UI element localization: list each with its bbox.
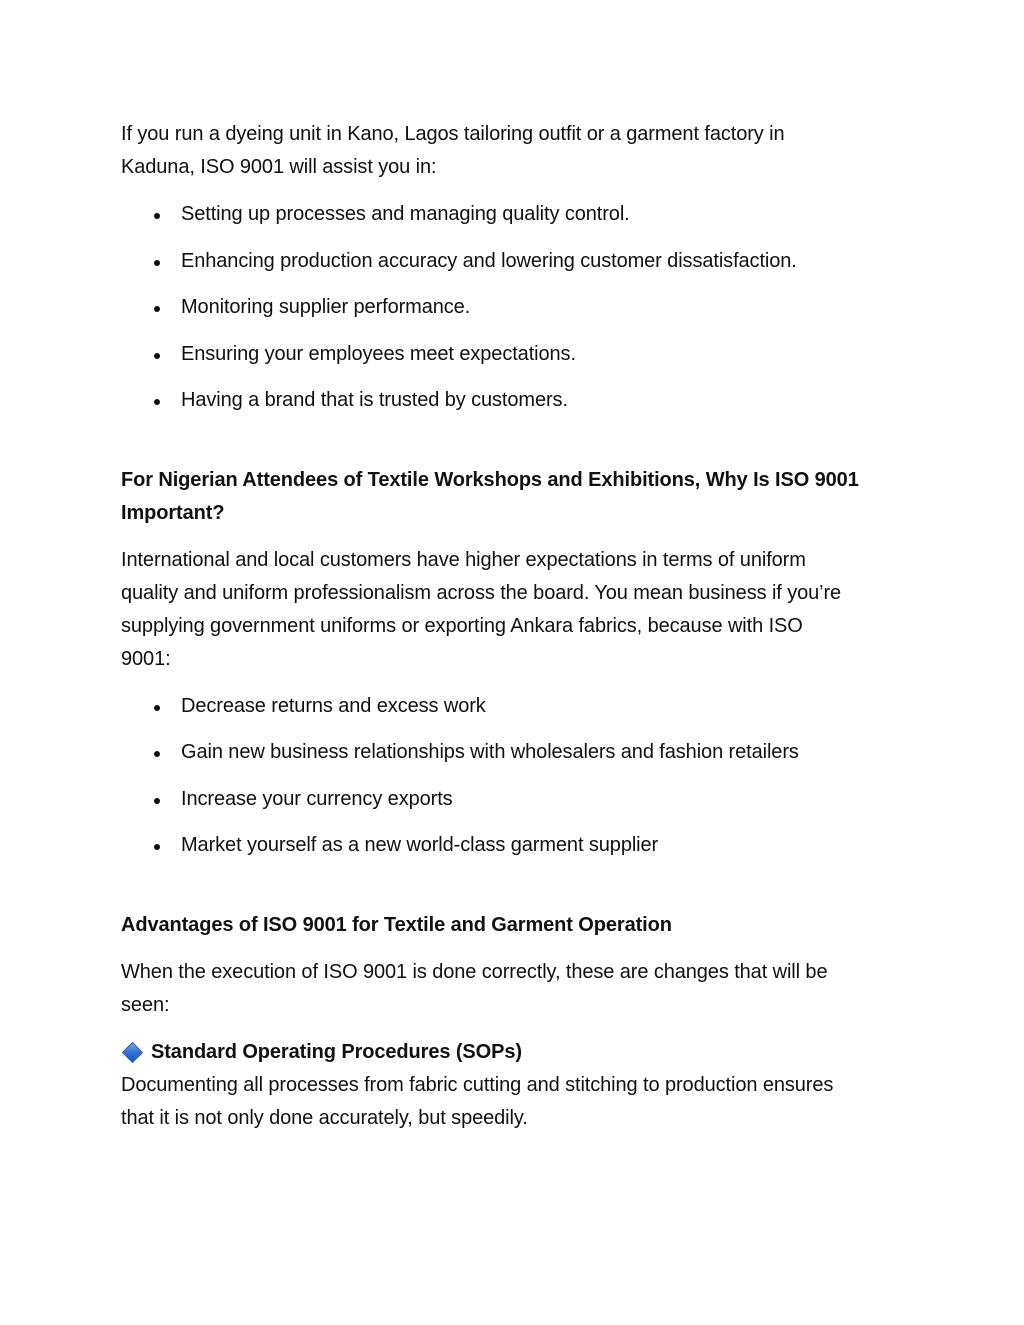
intro-line: If you run a dyeing unit in Kano, Lagos tailoring outfit or a garment factory in — [121, 123, 785, 145]
paragraph-line: seen: — [121, 993, 170, 1016]
list-item — [121, 291, 911, 324]
bullet-icon — [154, 353, 160, 359]
list-item-text: Increase your currency exports — [181, 787, 453, 810]
list-item-text: Gain new business relationships with wholesalers and fashion retailers — [181, 741, 799, 763]
list-item — [121, 736, 911, 769]
assist-list — [121, 198, 911, 417]
list-item-text: Ensuring your employees meet expectations. — [181, 342, 576, 365]
bullet-icon — [154, 306, 160, 312]
sop-heading — [121, 1036, 911, 1069]
bullet-icon — [154, 705, 160, 711]
bullet-icon — [154, 798, 160, 804]
list-item — [121, 690, 911, 723]
sop-paragraph — [121, 1069, 911, 1135]
section-heading-importance — [121, 464, 911, 530]
intro-line: Kaduna, ISO 9001 will assist you in: — [121, 156, 437, 178]
paragraph-line: International and local customers have higher expectations in terms of uniform — [121, 548, 806, 571]
bullet-icon — [154, 399, 160, 405]
heading-line: For Nigerian Attendees of Textile Workshops and Exhibitions, Why Is ISO 9001 — [121, 468, 859, 491]
paragraph-line: quality and uniform professionalism across the board. You mean business if you’re — [121, 581, 842, 604]
list-item-text: Market yourself as a new world-class garment supplier — [181, 834, 659, 856]
list-item — [121, 338, 911, 371]
paragraph-line: 9001: — [121, 647, 171, 670]
paragraph-line: that it is not only done accurately, but speedily. — [121, 1106, 528, 1129]
blue-diamond-icon — [122, 1041, 143, 1062]
list-item-text: Enhancing production accuracy and lowering customer dissatisfaction. — [181, 249, 797, 272]
spacer — [121, 431, 911, 464]
list-item — [121, 783, 911, 816]
bullet-icon — [154, 260, 160, 266]
bullet-icon — [154, 751, 160, 757]
list-item-text: Monitoring supplier performance. — [181, 296, 471, 318]
heading-line: Important? — [121, 501, 225, 524]
advantages-paragraph — [121, 956, 911, 1022]
spacer — [121, 876, 911, 909]
sop-title: Standard Operating Procedures (SOPs) — [151, 1040, 522, 1063]
bullet-icon — [154, 844, 160, 850]
paragraph-line: supplying government uniforms or exporting Ankara fabrics, because with ISO — [121, 614, 803, 637]
document-page — [121, 118, 911, 1135]
list-item-text: Setting up processes and managing quality control. — [181, 203, 630, 225]
intro-paragraph — [121, 118, 911, 184]
paragraph-line: When the execution of ISO 9001 is done correctly, these are changes that will be — [121, 960, 828, 983]
importance-paragraph — [121, 544, 911, 676]
list-item — [121, 384, 911, 417]
list-item — [121, 245, 911, 278]
list-item — [121, 829, 911, 862]
list-item-text: Decrease returns and excess work — [181, 694, 486, 717]
benefits-list — [121, 690, 911, 863]
list-item — [121, 198, 911, 231]
list-item-text: Having a brand that is trusted by customers. — [181, 389, 568, 411]
bullet-icon — [154, 213, 160, 219]
paragraph-line: Documenting all processes from fabric cutting and stitching to production ensures — [121, 1073, 834, 1096]
section-heading-advantages: Advantages of ISO 9001 for Textile and Garment Operation — [121, 913, 672, 936]
